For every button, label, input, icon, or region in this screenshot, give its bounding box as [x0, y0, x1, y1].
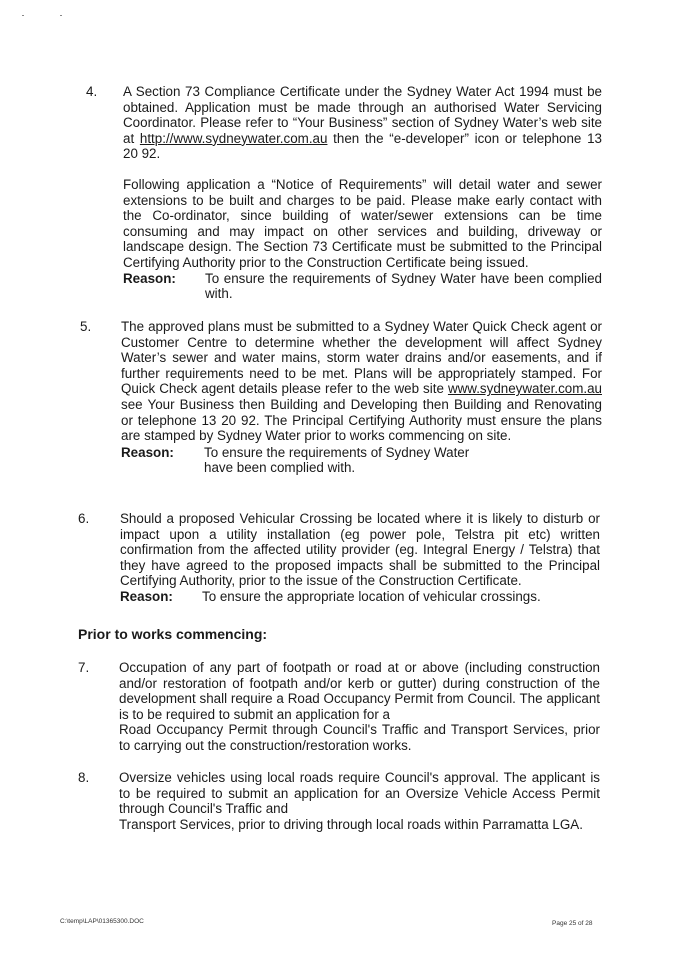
reason-label: Reason: — [123, 270, 176, 286]
item-number: 6. — [78, 511, 90, 526]
item-body — [120, 511, 600, 605]
paragraph: A Section 73 Compliance Certificate under the Sydney Water Act 1994 must be obtained. Application must be made through an authorised Water Servicing Coordinator. Please refer to “Your Business” section of Sydney Water’s web site at http://www.sydneywater.com.au then the “e-developer” icon or telephone 13 20 92. — [123, 84, 602, 162]
reason-text: To ensure the appropriate location of vehicular crossings. — [202, 588, 541, 604]
paragraph: Should a proposed Vehicular Crossing be located where it is likely to disturb or impact upon a utility installation (eg power pole, Telstra pit etc) written confirmation from the affected utility provider (eg. Integral Energy / Telstra) that they have agreed to the proposed impacts shall be submitted to the Principal Certifying Authority, prior to the issue of the Construction Certificate. — [120, 511, 600, 589]
paragraph: Occupation of any part of footpath or road at or above (including construction and/or restoration of footpath and/or kerb or gutter) during construction of the development shall require a Road Occupancy Permit from Council. The applicant is to be required to submit an application for a — [119, 660, 600, 722]
item-body — [121, 319, 602, 476]
item-number: 4. — [86, 84, 98, 99]
item-number: 7. — [78, 660, 90, 675]
reason-label: Reason: — [120, 588, 173, 604]
footer-file-path: C:\temp\LAP\01365300.DOC — [60, 918, 144, 925]
paragraph: Following application a “Notice of Requirements” will detail water and sewer extensions to be built and charges to be paid. Please make early contact with the Co-ordinator, since building of water/sewer extensions can be time consuming and may impact on other services and building, driveway or landscape design. The Section 73 Certificate must be submitted to the Principal Certifying Authority prior to the Construction Certificate being issued. — [123, 176, 602, 270]
item-body — [119, 770, 600, 832]
reason-row — [120, 589, 600, 605]
scan-speck — [22, 15, 24, 16]
paragraph: The approved plans must be submitted to a Sydney Water Quick Check agent or Customer Centre to determine whether the development will affect Sydney Water’s sewer and water mains, storm water drains and/or easements, and if further requirements need to be met. Plans will be appropriately stamped. For Quick Check agent details please refer to the web site www.sydneywater.com.au see Your Business then Building and Developing then Building and Renovating or telephone 13 20 92. The Principal Certifying Authority must ensure the plans are stamped by Sydney Water prior to works commencing on site. — [121, 319, 602, 444]
paragraph: Oversize vehicles using local roads require Council's approval. The applicant is to be required to submit an application for an Oversize Vehicle Access Permit through Council's Traffic and — [119, 770, 600, 817]
reason-row — [123, 271, 602, 302]
item-number: 8. — [78, 770, 90, 785]
item-body — [123, 84, 602, 302]
paragraph-continued: Road Occupancy Permit through Council's Traffic and Transport Services, prior to carrying out the construction/restoration works. — [119, 722, 600, 753]
item-number: 5. — [80, 319, 92, 334]
paragraph-continued: Transport Services, prior to driving through local roads within Parramatta LGA. — [119, 816, 583, 832]
reason-text: To ensure the requirements of Sydney Water have been complied with. — [204, 444, 470, 476]
reason-label: Reason: — [121, 444, 174, 460]
reason-row — [121, 445, 602, 476]
footer-page-number: Page 25 of 28 — [552, 920, 593, 927]
sydney-water-link[interactable]: http://www.sydneywater.com.au — [139, 130, 328, 146]
item-body — [119, 660, 600, 754]
reason-text: To ensure the requirements of Sydney Water have been complied with. — [205, 270, 602, 302]
scan-speck — [60, 15, 62, 16]
sydney-water-link[interactable]: www.sydneywater.com.au — [447, 381, 602, 397]
section-heading: Prior to works commencing: — [78, 626, 268, 642]
